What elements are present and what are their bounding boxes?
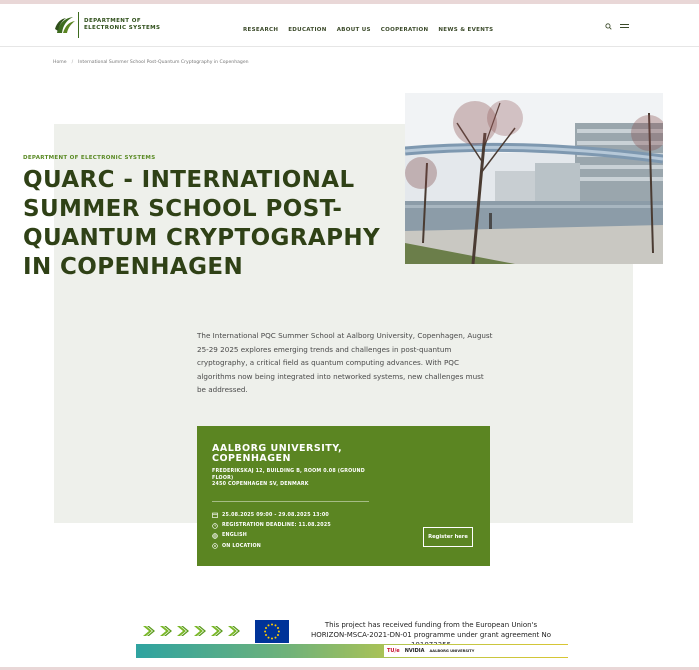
event-date: 25.08.2025 09:00 - 29.08.2025 13:00 <box>222 512 329 518</box>
nav-item-research[interactable]: RESEARCH <box>243 27 279 33</box>
nav-item-news-events[interactable]: NEWS & EVENTS <box>438 27 494 33</box>
event-details <box>212 510 331 552</box>
hero-photo <box>405 93 663 264</box>
aau-logo-icon[interactable] <box>53 13 77 37</box>
main-nav <box>243 27 493 33</box>
location-icon <box>212 543 218 549</box>
card-divider <box>212 501 369 502</box>
breadcrumb <box>53 60 249 65</box>
funding-line2: HORIZON-MSCA-2021-DN-01 programme under grant agreement No <box>310 631 552 639</box>
funding-banner <box>136 616 568 660</box>
logo-text[interactable]: DEPARTMENT OF ELECTRONIC SYSTEMS <box>84 18 161 31</box>
hero-eyebrow: DEPARTMENT OF ELECTRONIC SYSTEMS <box>23 155 156 161</box>
event-address-line1: FREDERIKSKAJ 12, BUILDING B, ROOM 0.08 (GROUND FLOOR) <box>212 469 365 481</box>
event-location: ON LOCATION <box>222 543 261 549</box>
page-title: QUARC - INTERNATIONAL SUMMER SCHOOL POST-QUANTUM CRYPTOGRAPHY IN COPENHAGEN <box>23 167 381 280</box>
logo-divider <box>78 12 79 38</box>
event-language-row <box>212 531 331 541</box>
calendar-icon <box>212 512 218 518</box>
search-icon[interactable] <box>605 23 612 30</box>
eu-flag-icon <box>255 620 289 643</box>
breadcrumb-current: International Summer School Post-Quantum Cryptography in Copenhagen <box>78 60 249 65</box>
menu-icon[interactable] <box>620 24 629 29</box>
breadcrumb-separator: / <box>71 60 74 65</box>
event-deadline: REGISTRATION DEADLINE: 11.08.2025 <box>222 523 331 529</box>
sponsor-nvidia: NVIDIA <box>404 648 425 654</box>
event-date-row <box>212 510 331 520</box>
event-deadline-row <box>212 520 331 530</box>
intro-paragraph: The International PQC Summer School at Aalborg University, Copenhagen, August 25-29 2025 explores emerging trends and challenges in post-quantum cryptography, a critical field as quantum computing advances. With PQC algorithms now being integrated into networked systems, new challenges must be addressed. <box>197 331 493 394</box>
breadcrumb-home[interactable]: Home <box>53 60 67 65</box>
funding-line1: This project has received funding from the European Union's <box>324 621 538 629</box>
clock-icon <box>212 523 218 529</box>
event-location-row <box>212 541 331 551</box>
event-address <box>212 469 372 489</box>
sponsor-aau: AALBORG UNIVERSITY <box>429 649 475 653</box>
arrow-chevrons-icon <box>142 624 241 638</box>
nav-item-about-us[interactable]: ABOUT US <box>336 27 371 33</box>
event-venue: AALBORG UNIVERSITY, COPENHAGEN <box>212 443 343 464</box>
globe-icon <box>212 533 218 539</box>
nav-item-cooperation[interactable]: COOPERATION <box>380 27 429 33</box>
site-header <box>0 4 699 47</box>
event-info-card <box>197 426 490 566</box>
register-button[interactable]: Register here <box>423 527 473 547</box>
event-address-line2: 2450 COPENHAGEN SV, DENMARK <box>212 482 309 487</box>
event-language: ENGLISH <box>222 533 247 539</box>
sponsor-tue: TU/e <box>387 648 400 654</box>
nav-item-education[interactable]: EDUCATION <box>288 27 327 33</box>
sponsor-logos <box>384 645 568 657</box>
